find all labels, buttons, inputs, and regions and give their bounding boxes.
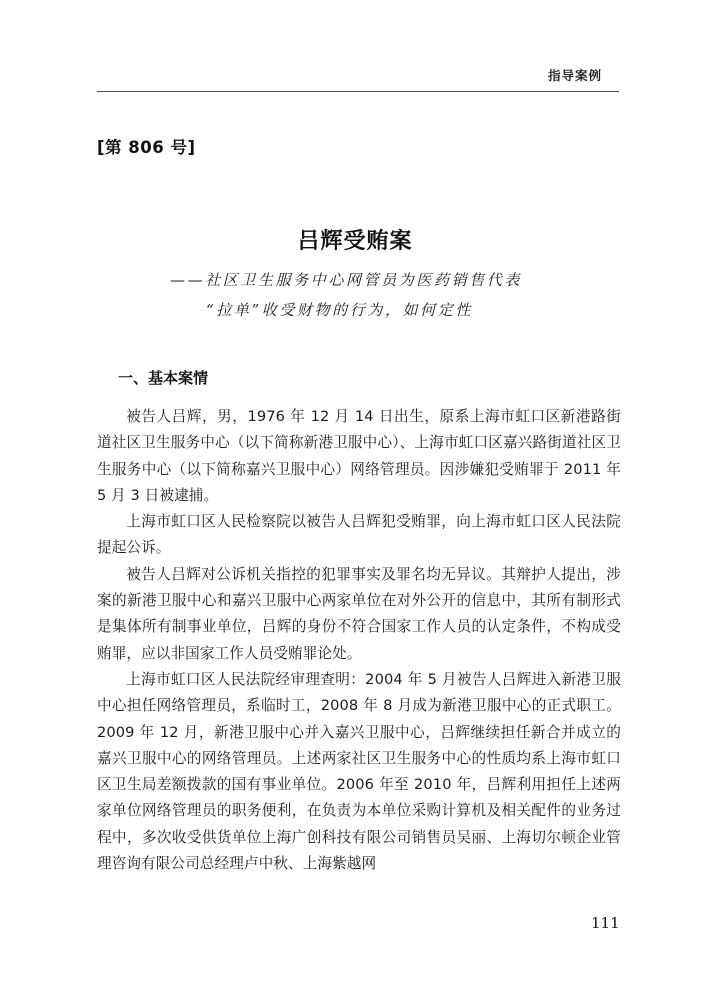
article-title: 吕辉受贿案 (297, 229, 413, 254)
header-rule (97, 91, 619, 92)
paragraph: 被告人吕辉对公诉机关指控的犯罪事实及罪名均无异议。其辩护人提出，涉案的新港卫服中心和嘉兴卫服中心两家单位在对外公开的信息中，其所有制形式是集体所有制事业单位，吕辉的身份不符合国家工作人员的认定条件，不构成受贿罪，应以非国家工作人员受贿罪论处。 (97, 565, 621, 662)
paragraph: 上海市虹口区人民检察院以被告人吕辉犯受贿罪，向上海市虹口区人民法院提起公诉。 (97, 513, 621, 557)
paragraph: 上海市虹口区人民法院经审理查明：2004 年 5 月被告人吕辉进入新港卫服中心担任网络管理员，系临时工，2008 年 8 月成为新港卫服中心的正式职工。2009 年 12 月，新港卫服中心并入嘉兴卫服中心，吕辉继续担任新合并成立的嘉兴卫服中心的网络管理员。上述两家社区卫生服务中心的性质均系上海市虹口区卫生局差额拨款的国有事业单位。2006 年至 2010 年，吕辉利用担任上述两家单位网络管理员的职务便利，在负责为本单位采购计算机及相关配件的业务过程中，多次收受供货单位上海广创科技有限公司销售员吴丽、上海切尔顿企业管理咨询有限公司总经理卢中秋、上海紫越网 (97, 670, 621, 873)
case-number: [第 806 号] (97, 138, 196, 157)
paragraph: 被告人吕辉，男，1976 年 12 月 14 日出生，原系上海市虹口区新港路街道社区卫生服务中心（以下简称新港卫服中心）、上海市虹口区嘉兴路街道社区卫生服务中心（以下简称嘉兴卫服中心）网络管理员。因涉嫌犯受贿罪于 2011 年 5 月 3 日被逮捕。 (97, 408, 621, 504)
running-head: 指导案例 (548, 68, 603, 83)
article-subtitle-line1: ——社区卫生服务中心网管员为医药销售代表 (170, 271, 523, 289)
article-subtitle-line2: “拉单”收受财物的行为，如何定性 (206, 301, 473, 319)
body-text (97, 404, 621, 877)
section-heading: 一、基本案情 (118, 369, 209, 387)
page-number: 111 (591, 914, 620, 932)
